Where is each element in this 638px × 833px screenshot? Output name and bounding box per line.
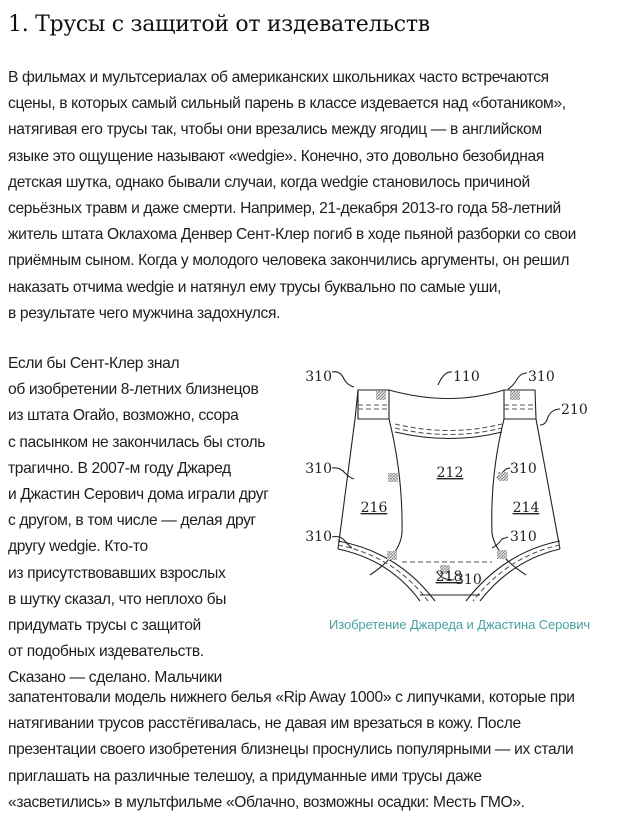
text-line: приглашать на различные телешоу, а придуманные ими трусы даже (8, 767, 482, 785)
label-214: 214 (512, 500, 540, 516)
label-218: 218 (435, 569, 463, 585)
text-line: из присутствовавших взрослых (8, 564, 226, 582)
article-title: 1. Трусы с защитой от издевательств (8, 12, 430, 37)
text-line: натягивании трусов расстёгивалась, не давая им врезаться в кожу. После (8, 715, 521, 733)
text-line: презентации своего изобретения близнецы проснулись популярными — их стали (8, 741, 574, 759)
label-310-mid-right: 310 (510, 461, 537, 477)
label-210: 210 (561, 402, 588, 418)
text-line: серьёзных травм и даже смерти. Например, 21-декабря 2013-го года 58-летний (8, 199, 561, 217)
label-310-top-left: 310 (305, 369, 332, 385)
velcro-tab (388, 473, 398, 482)
label-310-low-left: 310 (305, 529, 332, 545)
text-line: житель штата Оклахома Денвер Сент-Клер погиб в ходе пьяной разборки со свои (8, 226, 576, 244)
figure-caption: Изобретение Джареда и Джастина Серович (329, 617, 591, 632)
text-line: приёмным сыном. Когда у молодого человека закончились аргументы, он решил (8, 252, 570, 270)
text-line: от подобных издевательств. (8, 643, 204, 661)
text-line: придумать трусы с защитой (8, 616, 201, 634)
text-line: языке это ощущение называют «wedgie». Конечно, это довольно безобидная (8, 147, 544, 165)
paragraph-3 (8, 685, 575, 816)
text-line: натягивая его трусы так, чтобы они врезались между ягодиц — в английском (8, 121, 542, 139)
velcro-tab (497, 550, 507, 559)
text-line: об изобретении 8-летних близнецов (8, 381, 259, 399)
text-line: «засветились» в мультфильме «Облачно, возможны осадки: Месть ГМО». (8, 793, 525, 811)
label-212: 212 (436, 465, 464, 481)
text-line: наказать отчима wedgie и натянул ему трусы буквально по самые уши, (8, 278, 502, 296)
label-310-mid-left: 310 (305, 461, 332, 477)
text-line: в шутку сказал, что неплохо бы (8, 590, 227, 608)
text-line: из штата Огайо, возможно, ссора (8, 407, 239, 425)
velcro-tab (498, 472, 508, 481)
text-line: в результате чего мужчина задохнулся. (8, 304, 281, 322)
velcro-tab (510, 391, 520, 400)
label-310-low-right: 310 (510, 529, 537, 545)
paragraph-1 (8, 65, 576, 327)
text-line: трагично. В 2007-м году Джаред (8, 459, 231, 477)
text-line: Сказано — сделано. Мальчики (8, 669, 222, 687)
label-216: 216 (360, 500, 388, 516)
text-line: с пасынком не закончилась бы столь (8, 433, 266, 451)
label-310-crotch: 310 (455, 572, 482, 588)
text-line: и Джастин Серович дома играли друг (8, 485, 269, 503)
label-310-top-right: 310 (528, 369, 555, 385)
text-line: запатентовали модель нижнего белья «Rip Away 1000» с липучками, которые при (8, 689, 575, 706)
text-line: детская шутка, однако бывали случаи, когда wedgie становилось причиной (8, 173, 530, 191)
text-line: Если бы Сент-Клер знал (8, 355, 180, 372)
text-line: другу wedgie. Кто-то (8, 538, 148, 556)
text-line: В фильмах и мультсериалах об американских школьниках часто встречаются (8, 69, 549, 86)
underwear-diagram (305, 365, 630, 600)
patent-figure (305, 365, 630, 600)
text-line: сцены, в которых самый сильный парень в классе издевается над «ботаником», (8, 95, 566, 113)
velcro-tab (387, 551, 397, 560)
label-110: 110 (453, 369, 480, 385)
waistband-edge (389, 390, 504, 399)
text-line: с другом, в том числе — делая друг (8, 512, 256, 530)
paragraph-2 (8, 351, 269, 691)
velcro-tab (376, 391, 386, 400)
